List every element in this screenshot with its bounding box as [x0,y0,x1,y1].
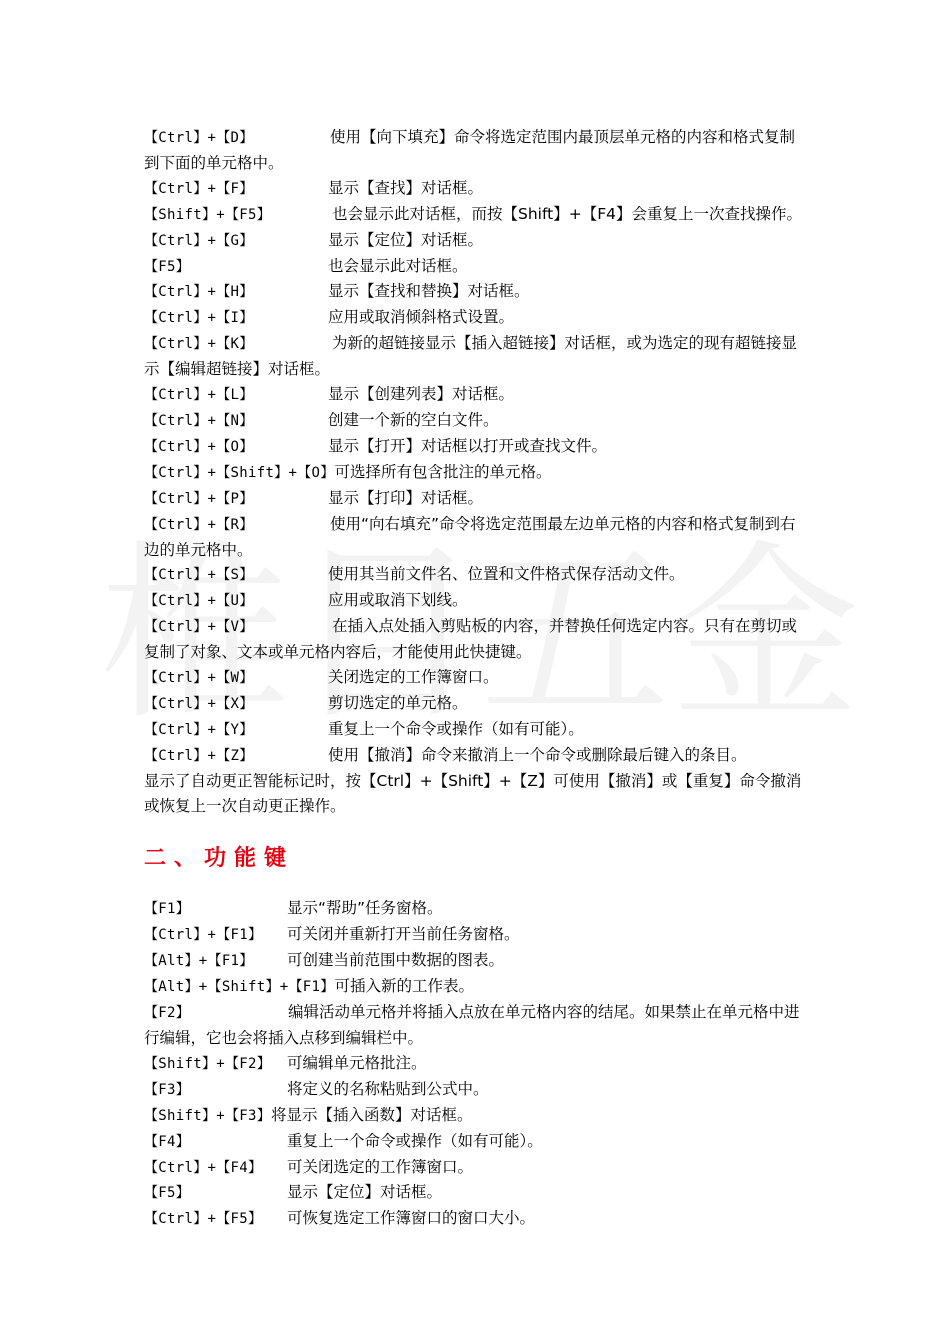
shortcut-row [144,486,810,512]
shortcut-row [144,408,810,434]
shortcut-description: 显示【查找】对话框。 [328,178,484,197]
shortcut-description: 将显示【插入函数】对话框。 [271,1105,473,1124]
shortcut-row [144,743,810,769]
shortcut-row [144,974,810,1000]
shortcut-description: 使用其当前文件名、位置和文件格式保存活动文件。 [328,565,685,584]
shortcut-description: 显示【定位】对话框。 [328,230,484,249]
shortcut-row [144,1077,810,1103]
shortcut-description: 显示【打印】对话框。 [328,488,484,507]
shortcut-description: 可关闭选定的工作簿窗口。 [287,1157,474,1176]
shortcut-row [144,717,810,743]
shortcut-row [144,562,810,588]
shortcut-row [144,512,810,563]
shortcut-description: 显示【查找和替换】对话框。 [328,282,530,301]
shortcut-row [144,176,810,202]
shortcut-description: 编辑活动单元格并将插入点放在单元格内容的结尾。如果禁止在单元格中进行编辑，它也会将插入点移到编辑栏中。 [144,1003,800,1047]
shortcut-key: 【Ctrl】+【D】 [144,130,254,146]
shortcut-row [144,202,810,228]
shortcut-key: 【Ctrl】+【W】 [144,670,254,687]
shortcut-row [144,1051,810,1077]
shortcut-row [144,279,810,305]
shortcut-key: 【Shift】+【F2】 [144,1055,272,1072]
shortcut-description: 使用“向右填充”命令将选定范围最左边单元格的内容和格式复制到右边的单元格中。 [144,514,796,559]
shortcut-description: 应用或取消下划线。 [328,591,468,610]
shortcut-key: 【Alt】+【Shift】+【F1】 [144,979,335,996]
shortcut-key: 【Ctrl】+【N】 [144,412,254,429]
shortcut-description: 显示“帮助”任务窗格。 [287,899,443,918]
shortcut-key: 【F3】 [144,1081,191,1098]
shortcut-key: 【F2】 [144,1005,191,1022]
shortcut-row [144,665,810,691]
shortcut-key: 【Ctrl】+【X】 [144,695,254,712]
shortcut-description: 显示【定位】对话框。 [287,1183,443,1202]
shortcut-key: 【Ctrl】+【F】 [144,180,254,197]
shortcut-row [144,331,810,382]
note-text: 显示了自动更正智能标记时，按【Ctrl】+【Shift】+【Z】可使用【撤消】或【重复】命令撤消或恢复上一次自动更正操作。 [144,771,802,815]
shortcut-description: 显示【打开】对话框以打开或查找文件。 [328,436,608,455]
shortcut-key: 【F1】 [144,901,191,918]
shortcut-description: 为新的超链接显示【插入超链接】对话框，或为选定的现有超链接显示【编辑超链接】对话框。 [144,334,798,379]
shortcut-description: 可选择所有包含批注的单元格。 [334,462,552,481]
section-heading-function-keys: 二、功能键 [144,846,295,872]
shortcut-description: 将定义的名称粘贴到公式中。 [287,1079,489,1098]
shortcut-list-ctrl [144,125,810,769]
shortcut-row [144,228,810,254]
shortcut-row [144,1129,810,1155]
shortcut-key: 【Ctrl】+【Shift】+【O】 [144,464,335,481]
shortcut-row [144,588,810,614]
shortcut-key: 【Shift】+【F5】 [144,206,272,223]
shortcut-description: 重复上一个命令或操作（如有可能）。 [328,719,584,738]
shortcut-key: 【Ctrl】+【G】 [144,232,254,249]
shortcut-description: 也会显示此对话框，而按【Shift】+【F4】会重复上一次查找操作。 [332,204,802,223]
shortcut-key: 【Ctrl】+【Y】 [144,721,254,738]
shortcut-row [144,434,810,460]
shortcut-key: 【Shift】+【F3】 [144,1107,272,1124]
shortcut-description: 关闭选定的工作簿窗口。 [328,668,499,687]
shortcut-description: 可创建当前范围中数据的图表。 [287,951,505,970]
shortcut-row [144,1180,810,1206]
shortcut-description: 显示【创建列表】对话框。 [328,385,515,404]
shortcut-row [144,1206,810,1232]
shortcut-key: 【Alt】+【F1】 [144,953,254,970]
shortcut-description: 重复上一个命令或操作（如有可能）。 [287,1131,543,1150]
shortcut-key: 【Ctrl】+【U】 [144,593,254,610]
shortcut-key: 【Ctrl】+【V】 [144,619,254,636]
shortcut-key: 【Ctrl】+【F4】 [144,1159,263,1176]
shortcut-description: 使用【撤消】命令来撤消上一个命令或删除最后键入的条目。 [328,745,747,764]
document-body [144,125,810,1232]
shortcut-description: 应用或取消倾斜格式设置。 [328,308,515,327]
shortcut-row [144,948,810,974]
shortcut-description: 剪切选定的单元格。 [328,693,468,712]
shortcut-row [144,254,810,280]
shortcut-key: 【Ctrl】+【Z】 [144,747,254,764]
shortcut-key: 【Ctrl】+【F5】 [144,1211,263,1228]
shortcut-row [144,896,810,922]
shortcut-row [144,1103,810,1129]
shortcut-row [144,125,810,176]
shortcut-row [144,460,810,486]
shortcut-key: 【Ctrl】+【S】 [144,567,254,584]
shortcut-description: 可关闭并重新打开当前任务窗格。 [287,925,520,944]
shortcut-row [144,305,810,331]
shortcut-description: 可插入新的工作表。 [334,977,475,996]
shortcut-description: 可恢复选定工作簿窗口的窗口大小。 [287,1209,536,1228]
shortcut-key: 【F5】 [144,1185,191,1202]
autocorrect-note [144,769,810,819]
shortcut-list-function-keys [144,896,810,1232]
shortcut-key: 【F5】 [144,258,191,275]
shortcut-key: 【F4】 [144,1133,191,1150]
shortcut-row [144,1000,810,1051]
shortcut-description: 也会显示此对话框。 [328,256,468,275]
shortcut-key: 【Ctrl】+【L】 [144,387,254,404]
shortcut-key: 【Ctrl】+【F1】 [144,927,263,944]
shortcut-row [144,1155,810,1181]
shortcut-row [144,922,810,948]
shortcut-description: 使用【向下填充】命令将选定范围内最顶层单元格的内容和格式复制到下面的单元格中。 [144,128,796,172]
shortcut-description: 在插入点处插入剪贴板的内容，并替换任何选定内容。只有在剪切或复制了对象、文本或单元格内容后，才能使用此快捷键。 [144,617,798,662]
shortcut-row [144,691,810,717]
shortcut-description: 创建一个新的空白文件。 [328,410,499,429]
shortcut-key: 【Ctrl】+【I】 [144,310,254,327]
shortcut-key: 【Ctrl】+【K】 [144,336,254,353]
shortcut-key: 【Ctrl】+【R】 [144,516,254,533]
shortcut-key: 【Ctrl】+【O】 [144,438,254,455]
shortcut-row [144,614,810,665]
shortcut-row [144,382,810,408]
shortcut-key: 【Ctrl】+【P】 [144,490,254,507]
shortcut-key: 【Ctrl】+【H】 [144,284,254,301]
shortcut-description: 可编辑单元格批注。 [287,1053,427,1072]
